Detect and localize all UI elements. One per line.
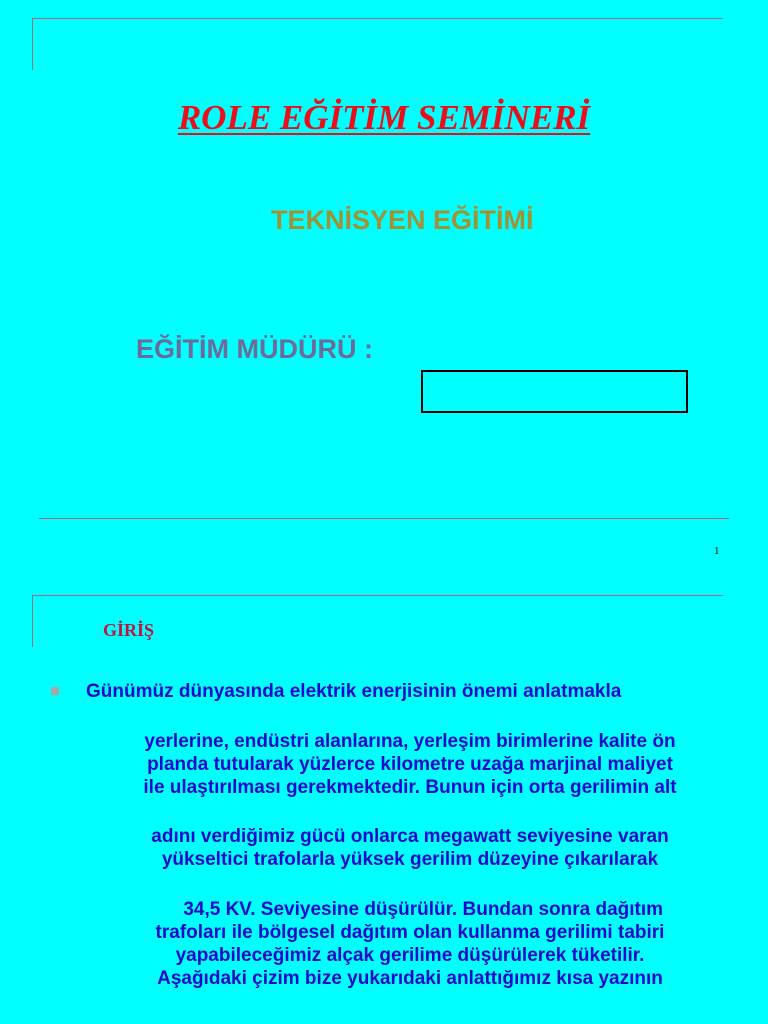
slide-title: ROLE EĞİTİM SEMİNERİ <box>177 98 591 137</box>
paragraph-2-line: ile ulaştırılması gerekmektedir. Bunun için orta gerilimin alt <box>143 777 677 798</box>
paragraph-1: Günümüz dünyasında elektrik enerjisinin önemi anlatmakla <box>86 681 622 702</box>
paragraph-3-line: yükseltici trafolarla yüksek gerilim düzeyine çıkarılarak <box>161 849 659 870</box>
paragraph-4 <box>70 898 750 990</box>
paragraph-4-line: yapabileceğimiz alçak gerilime düşürülerek tüketilir. <box>175 945 645 966</box>
slide2-top-rule <box>32 595 723 596</box>
director-name-box <box>421 370 688 413</box>
slide-subtitle: TEKNİSYEN EĞİTİMİ <box>271 205 534 235</box>
slide1-top-rule <box>32 18 723 19</box>
paragraph-4-line: trafoları ile bölgesel dağıtım olan kullanma gerilimi tabiri <box>155 922 665 943</box>
paragraph-3 <box>70 825 750 871</box>
paragraph-4-line: Aşağıdaki çizim bize yukarıdaki anlattığımız kısa yazının <box>157 968 663 989</box>
director-label: EĞİTİM MÜDÜRÜ : <box>136 334 373 364</box>
paragraph-2-line: planda tutularak yüzlerce kilometre uzağa marjinal maliyet <box>147 754 673 775</box>
paragraph-2-line: yerlerine, endüstri alanlarına, yerleşim birimlerine kalite ön <box>144 731 676 752</box>
page-number: 1 <box>714 545 720 557</box>
slide2-left-rule <box>32 595 33 647</box>
paragraph-3-line: adını verdiğimiz gücü onlarca megawatt seviyesine varan <box>151 826 669 847</box>
paragraph-4-line: 34,5 KV. Seviyesine düşürülür. Bundan sonra dağıtım <box>156 899 664 920</box>
paragraph-2 <box>70 730 750 799</box>
slide1-left-rule <box>32 18 33 70</box>
slide1-bottom-rule <box>39 518 729 519</box>
section-title: GİRİŞ <box>103 620 155 640</box>
bullet-square-icon <box>51 687 59 695</box>
